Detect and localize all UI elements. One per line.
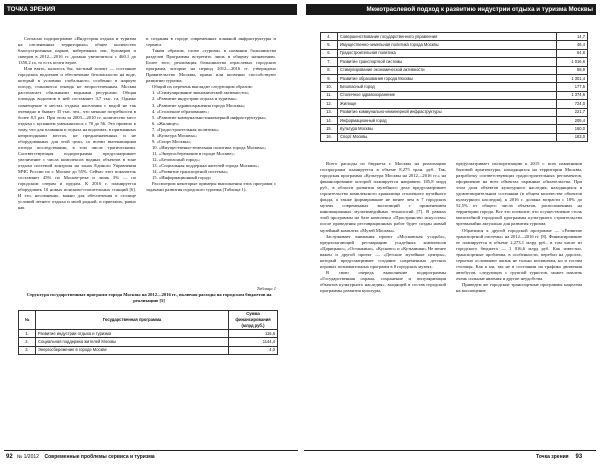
program-name-cell: Стимулирование экономической активности [338, 66, 557, 74]
program-name-cell: Жилище [338, 100, 557, 108]
table-row [321, 83, 588, 91]
table-caption: Структура государственных программ города Москвы на 2012—2016 гг., включая расходы на городском бюджетов на реализацию [5] [26, 292, 272, 303]
column-header: Сумма финансирования (млрд руб.) [229, 311, 278, 330]
right-page [300, 0, 600, 468]
row-number-cell: 13. [321, 108, 338, 116]
table-row [19, 338, 278, 346]
funding-cell: 221,7 [557, 108, 588, 116]
funding-cell: 177,5 [557, 83, 588, 91]
program-list-item: 10. «Имущественно-земельная политика города Москвы»; [152, 144, 267, 150]
row-number-cell: 7. [321, 58, 338, 66]
rubric-title: Точка зрения [536, 454, 569, 460]
paragraph: Рассмотрим некоторые примеры выполнения этих программ с задачами развития городского туризма (Таблица 1). [146, 181, 276, 193]
column-header: № [19, 311, 36, 330]
program-list-item: 6. «Жилище»; [152, 120, 180, 126]
table-row [321, 74, 588, 82]
running-header: ТОЧКА ЗРЕНИЯ [4, 4, 297, 15]
table-label: Таблица 1 [256, 286, 276, 291]
program-list-item: 11. «Энергосбережение в городе Москве»; [152, 150, 235, 156]
program-name-cell: Безопасный город [338, 83, 557, 91]
paragraph: Всего расходы из бюджета г. Москвы на реализацию госпрограмм планируется в объеме 8,275 трлн. руб. Так, городская программа «Культура Москвы на 2012—2016 гг.» на финансирование которой планируется направить 185,8 млрд руб., в области развития музейного дела предусматривает строительство комплексного хранилища столичного музейного фонда, а также формирование не менее чем в 7 городских музеях современных экспозиций с применением инновационных мультимедийных технологий [7]. В рамках этой программы на базе комплекса «Пространство искусства» после проведения реставрационных работ будет создан новый музейный комплекс «Музей Москвы». [320, 161, 446, 233]
programs-table-part1 [18, 310, 278, 355]
text-column-2 [146, 36, 276, 193]
row-number-cell: 10. [321, 83, 338, 91]
program-name-cell: Социальная поддержка жителей Москвы [36, 338, 229, 346]
program-list-item: 4. «Столичное образование»; [152, 108, 209, 114]
programs-table-part2 [320, 32, 588, 142]
row-number-cell: 8. [321, 66, 338, 74]
footer [6, 454, 155, 460]
journal-title: Современные проблемы сервиса и туризма [44, 454, 155, 460]
funding-cell: 724,0 [557, 100, 588, 108]
program-list-item: 14. «Развитие транспортной системы»; [152, 169, 229, 175]
funding-cell: 1 374,6 [557, 91, 588, 99]
funding-cell: 183,0 [557, 133, 588, 141]
program-list-item: 2. «Развитие индустрии отдыха и туризма»; [152, 96, 238, 102]
table-row [321, 66, 588, 74]
row-number-cell: 6. [321, 49, 338, 57]
program-list-item: 9. «Спорт Москвы»; [152, 138, 192, 144]
issue-number: № 1/2012 [16, 454, 39, 460]
funding-cell: 205,4 [557, 116, 588, 124]
funding-cell: 14,7 [557, 33, 588, 41]
funding-cell: 1 301,4 [557, 74, 588, 82]
table-row [321, 49, 588, 57]
row-number-cell: 11. [321, 91, 338, 99]
page-number: 93 [575, 454, 583, 460]
funding-cell: 160,0 [557, 125, 588, 133]
table-row [19, 346, 278, 354]
paragraph: Или взять, казалось бы, частный аспект — состояние городских водоемов и обеспечение безопасности на воде, который в условиях глобального, особенно в жаркую погоду, становится отнюдь не второстепенным. Москва располагает обильными водными ресурсами. Общая площадь водоемов в ней составляет 3,7 тыс. га. Однако совмещение в местах отдыха населения с водой не так очевидно и бывает 35 тыс. чел., что меньше потребности в более 8,5 раз. При этом за 2003—2010 гг. количество мест отдыха с купанием уменьшилось с 70 до 56. Это привело к тому, что для плавания и отдыха на водоемах, в признанных непригодными местах, не предназначенных и не оборудованных для этой цели, со всеми вытекающими отсюда последствиями, в том числе трагическими. Соответствующая подпрограмма предусматривает увеличение с числа комплексов водных объектов в зоне отдыха системой контроля на зонах Единого Управления МЧС России по г. Москве до 55%. Сейчас этот показатель составляет 45% по Москве-реке и лишь 3% — по городским озерам и прудам. К 2016 г. планируется оборудовать 10 новых поисково-спасательных станций [6]. И это, несомненно, важно для обеспечения в столице условий летнего отдыха и моей родной, и приезжих, равно как [18, 66, 136, 211]
table-row [321, 133, 588, 141]
program-list [146, 90, 276, 181]
paragraph: предусматривает паспортизацию к 2015 г. всех памятников бытовой архитектуры, находящихся на территории Москвы, разработку соответствующих градостроительных регламентов, оформление на всех объектах охранные обязательства. При этом доля объектов культурного наследия, находящихся в удовлетворительном состоянии (в общем количестве объектов культурного наследия), к 2016 г. должна возрасти с 18% до 52,5% от общего числа объектов, расположенных на территории города. Все это позволит, что осуществление столь масштабной городской программы культурного строительства чрезвычайно актуально для развития туризма. [456, 161, 582, 227]
program-name-cell: Развитие индустрии отдыха и туризма [36, 330, 229, 338]
row-number-cell: 4. [321, 33, 338, 41]
program-name-cell: Энергосбережение в городе Москве [36, 346, 229, 354]
program-list-item: 13. «Социальная поддержка жителей города Москвы»; [152, 162, 259, 168]
row-number-cell: 2. [19, 338, 36, 346]
column-header: Государственная программа [36, 311, 229, 330]
table-row [321, 33, 588, 41]
paragraph: Согласно подпрограмме «Индустрия отдыха и туризма на озелененных территориях» общее количество благоустроенных парков, набережных зон, бульваров и скверов в 2012—2016 гг. должно увеличиться с 460,1 до 1350,2 га, то есть почти втрое. [18, 36, 136, 66]
row-number-cell: 16. [321, 133, 338, 141]
program-name-cell: Развитие коммунально-инженерной инфраструктуры [338, 108, 557, 116]
funding-cell: 64,8 [557, 49, 588, 57]
program-list-item: 3. «Развитие здравоохранения города Москвы»; [152, 102, 246, 108]
table-row [321, 108, 588, 116]
text-column-1 [320, 161, 446, 294]
paragraph: В свою очередь выполнение подпрограммы «Государственная охрана, сохранение и популяризация объектов культурного наследия», входящей в состав городской программы развития культуры, [320, 269, 446, 293]
footer-rule [4, 450, 298, 451]
program-name-cell: Информационный город [338, 116, 557, 124]
funding-cell: 46,4 [557, 41, 588, 49]
table-header-row [19, 311, 278, 330]
paragraph: Общий их перечень выглядит следующим образом: [152, 84, 253, 90]
text-column-2 [456, 161, 582, 294]
funding-cell: 4,0 [229, 346, 278, 354]
program-name-cell: Градостроительная политика [338, 49, 557, 57]
program-name-cell: Культура Москвы [338, 125, 557, 133]
program-list-item: 1. «Стимулирование экономической активности»; [152, 90, 250, 96]
row-number-cell: 1. [19, 330, 36, 338]
paragraph: Таким образом, слово «туризм» в названии большинства разделов Программы встретить лишь в общему назначению. Более того, реализация большинства отраслевых городских программ, которые на период 2012—2016 гг. утверждено Правительство Москвы, прямо или косвенно способствуют развитию туризма. [146, 48, 276, 84]
program-list-item: 8. «Культура Москвы»; [152, 132, 198, 138]
funding-cell: 116,6 [229, 330, 278, 338]
footer [536, 454, 582, 460]
program-list-item: 12. «Безопасный город»; [152, 156, 201, 162]
program-list-item: 15. «Информационный город» [152, 175, 212, 181]
page-number: 92 [6, 454, 13, 460]
funding-cell: 58,9 [557, 66, 588, 74]
paragraph: Приведем же городские транспортные программы нацелена на воплощение [456, 281, 582, 293]
program-list-item: 7. «Градостроительная политика»; [152, 126, 220, 132]
footer-rule [304, 450, 596, 451]
program-name-cell: Спорт Москвы [338, 133, 557, 141]
program-name-cell: Имущественно-земельная политика города Москвы [338, 41, 557, 49]
row-number-cell: 9. [321, 74, 338, 82]
paragraph: и создания в городе современных пляжной инфраструктуры и сервиса. [146, 36, 276, 48]
running-header: Межотраслевой подход к развитию индустрии отдыха и туризма Москвы [306, 4, 596, 15]
row-number-cell: 5. [321, 41, 338, 49]
program-name-cell: Совершенствование государственного управления [338, 33, 557, 41]
table-row [321, 125, 588, 133]
table-row [321, 91, 588, 99]
table-row [321, 116, 588, 124]
table-row [321, 41, 588, 49]
table-row [19, 330, 278, 338]
row-number-cell: 3. [19, 346, 36, 354]
row-number-cell: 14. [321, 116, 338, 124]
paragraph: Обратимся к другой городской программе — «Развитие транспортной системы» на 2012—2016 гг. [8]. Финансирование ее планируется в объеме 2,273,1 млрд руб., в том числе из городского бюджета — 1 016,6 млрд руб. Как известно, транспортные проблемы, в особенности, перебои на дорогах, серьезно осложняют жизнь не только москвичам, но и гостям столицы. Как к ни, так не в состоянии на трафика движения автобусов, следующих с группой туристов, может повлечь очень сильные явления и другие неудобства. [456, 227, 582, 281]
row-number-cell: 15. [321, 125, 338, 133]
funding-cell: 1144,4 [229, 338, 278, 346]
text-column-1 [18, 36, 136, 211]
row-number-cell: 12. [321, 100, 338, 108]
program-name-cell: Столичное здравоохранение [338, 91, 557, 99]
program-list-item: 5. «Развитие коммунально-инженерной инфраструктуры»; [152, 114, 267, 120]
funding-cell: 1 016,6 [557, 58, 588, 66]
program-name-cell: Развитие транспортной системы [338, 58, 557, 66]
table-row [321, 58, 588, 66]
program-name-cell: Развитие образования города Москвы [338, 74, 557, 82]
table-row [321, 100, 588, 108]
paragraph: Заслуживает внимания проект «Московская усадьба», предполагающий реставрацию усадебных комплексов «Царицыно», «Останкино», «Кусково» и «Кузьминки» Не менее важен и другой проект — «Детские музейные центры», который предусматривает создание современных детских игровых познавательных программ в 8 городских музеях. [320, 233, 446, 269]
